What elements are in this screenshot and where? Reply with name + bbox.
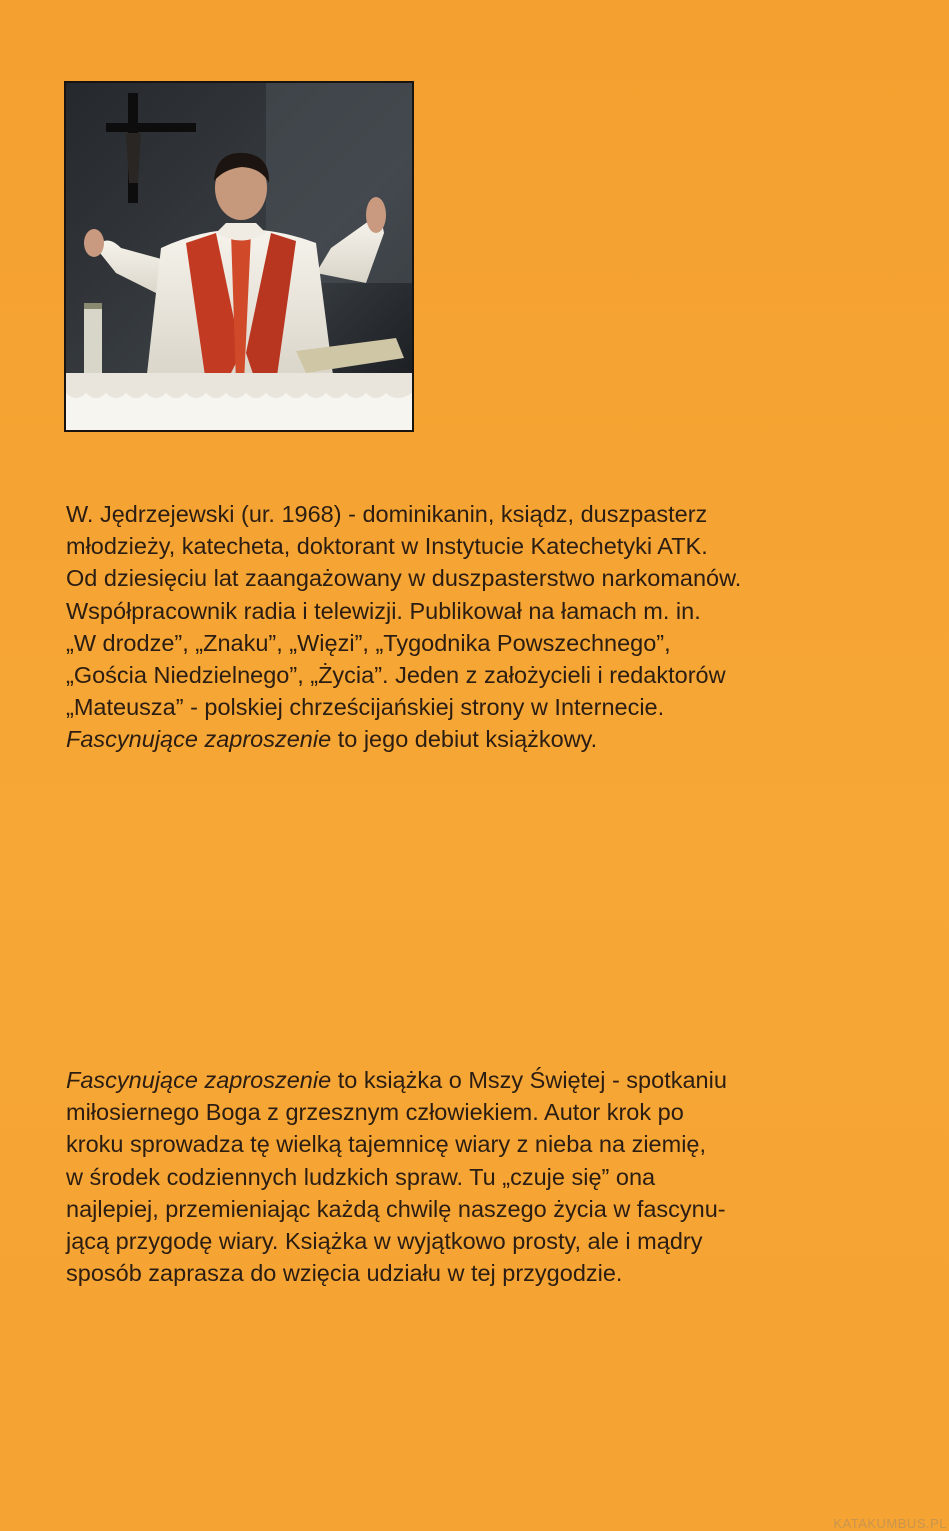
bio-line: „W drodze”, „Znaku”, „Więzi”, „Tygodnika Powszechnego”, [66,629,671,656]
bio-line: „Mateusza” - polskiej chrześcijańskiej strony w Internecie. [66,694,665,721]
desc-first-line-rest: to książka o Mszy Świętej - spotkaniu [331,1067,727,1093]
bio-line: „Gościa Niedzielnego”, „Życia”. Jeden z założycieli i redaktorów [66,662,726,689]
desc-line: miłosiernego Boga z grzesznym człowiekiem. Autor krok po [66,1099,684,1126]
bio-line: młodzieży, katecheta, doktorant w Instytucie Katechetyki ATK. [66,533,708,560]
bio-last-line-rest: to jego debiut książkowy. [331,726,598,753]
author-bio [66,498,886,756]
desc-line: jącą przygodę wiary. Książka w wyjątkowo prosty, ale i mądry [66,1228,703,1255]
book-title-italic: Fascynujące zaproszenie [66,1067,332,1093]
desc-first-line [66,1064,886,1096]
watermark: KATAKUMBUS.PL [833,1516,947,1531]
book-description [66,1064,886,1289]
bio-line: Współpracownik radia i telewizji. Publikował na łamach m. in. [66,597,701,624]
bio-last-line [66,723,886,755]
desc-line: kroku sprowadza tę wielką tajemnicę wiary z nieba na ziemię, [66,1131,707,1158]
bio-line: Od dziesięciu lat zaangażowany w duszpasterstwo narkomanów. [66,565,742,592]
book-title-italic: Fascynujące zaproszenie [66,726,332,753]
desc-line: sposób zaprasza do wzięcia udziału w tej przygodzie. [66,1260,623,1287]
bio-line: W. Jędrzejewski (ur. 1968) - dominikanin, ksiądz, duszpasterz [66,501,708,527]
desc-line: najlepiej, przemieniając każdą chwilę naszego życia w fascynu- [66,1195,726,1222]
desc-line: w środek codziennych ludzkich spraw. Tu „czuje się” ona [66,1163,656,1190]
author-photo [64,81,414,432]
